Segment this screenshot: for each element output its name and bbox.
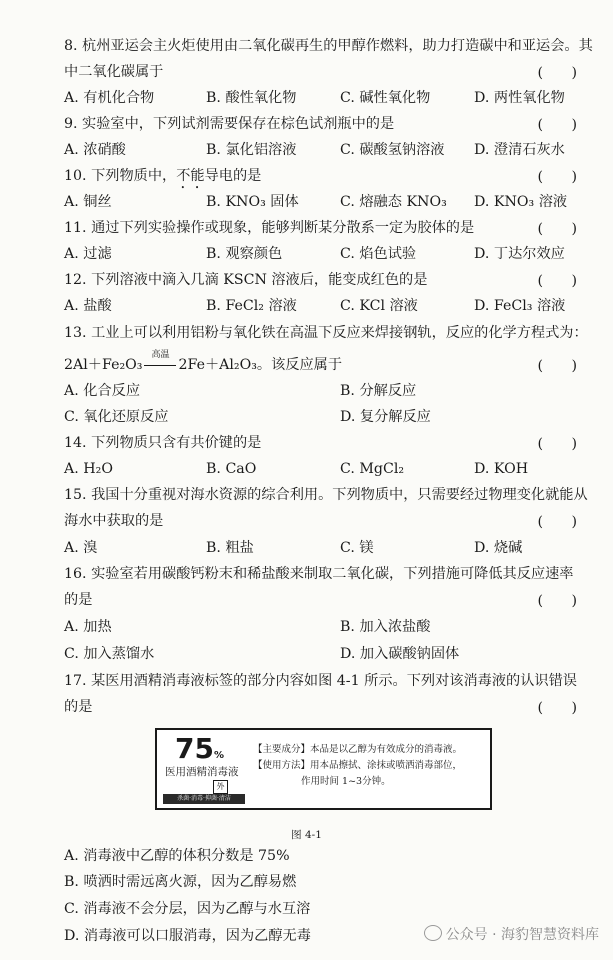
q14-options: [64, 459, 603, 479]
q13-stem: 13. 工业上可以利用铝粉与氧化铁在高温下反应来焊接钢轨，反应的化学方程式为：: [64, 325, 588, 341]
q15-option-d: D. 烧碱: [474, 540, 523, 556]
label-usage-duration: 作用时间 1~3分钟。: [301, 776, 391, 787]
q17-stem-cont: 的是: [64, 699, 93, 715]
label-percent: [175, 732, 224, 765]
q13-eq-reactants: 2Al＋Fe₂O₃: [64, 357, 143, 373]
watermark-text: 公众号 · 海豹智慧资料库: [445, 927, 599, 943]
q17-stem: 17. 某医用酒精消毒液标签的部分内容如图 4-1 所示。下列对该消毒液的认识错误: [64, 673, 577, 689]
q11-stem: 11. 通过下列实验操作或现象，能够判断某分散系一定为胶体的是: [64, 220, 475, 236]
q9-option-b: B. 氯化铝溶液: [206, 142, 297, 158]
q13-answer-blank: ( ): [537, 358, 577, 374]
q11-option-b: B. 观察颜色: [206, 246, 283, 262]
label-usage: 【使用方法】用本品擦拭、涂抹或喷洒消毒部位，: [253, 760, 463, 771]
q11-option-d: D. 丁达尔效应: [474, 246, 565, 262]
q16-option-a: A. 加热: [64, 619, 112, 635]
q14-answer-blank: ( ): [537, 436, 577, 452]
q15-stem-cont: 海水中获取的是: [64, 513, 164, 529]
q11-options: [64, 244, 603, 264]
q17-option-a: A. 消毒液中乙醇的体积分数是 75%: [64, 848, 290, 864]
q13-option-c: C. 氧化还原反应: [64, 409, 169, 425]
q12-option-b: B. FeCl₂ 溶液: [206, 298, 297, 314]
q12-stem: 12. 下列溶液中滴入几滴 KSCN 溶液后，能变成红色的是: [64, 272, 428, 288]
q14-option-a: A. H₂O: [64, 461, 113, 477]
label-external-use-seal: 外: [213, 780, 228, 794]
q16-option-c: C. 加入蒸馏水: [64, 646, 155, 662]
q13-options-row2: [64, 407, 603, 427]
label-product-name: 医用酒精消毒液: [165, 766, 239, 778]
q14-option-b: B. CaO: [206, 461, 257, 477]
label-strip: 杀菌·消毒·抑菌·清洁: [163, 794, 245, 804]
q10-stem-emphasis: 不能: [176, 168, 205, 184]
q13-option-b: B. 分解反应: [340, 383, 417, 399]
q14-stem: 14. 下列物质只含有共价键的是: [64, 435, 262, 451]
q9-stem: 9. 实验室中，下列试剂需要保存在棕色试剂瓶中的是: [64, 116, 395, 132]
q17-option-c: C. 消毒液不会分层，因为乙醇与水互溶: [64, 901, 311, 917]
q16-stem: 16. 实验室若用碳酸钙粉末和稀盐酸来制取二氧化碳，下列措施可降低其反应速率: [64, 566, 574, 582]
q8-answer-blank: ( ): [537, 65, 577, 81]
q10-options: [64, 192, 603, 212]
q16-stem-cont: 的是: [64, 592, 93, 608]
q9-option-c: C. 碳酸氢钠溶液: [340, 142, 445, 158]
q9-option-a: A. 浓硝酸: [64, 142, 126, 158]
q13-eq-arrow: [142, 350, 178, 375]
q16-option-b: B. 加入浓盐酸: [340, 619, 431, 635]
label-description: [253, 742, 488, 790]
q15-option-c: C. 镁: [340, 540, 374, 556]
q14-option-c: C. MgCl₂: [340, 461, 405, 477]
q13-option-a: A. 化合反应: [64, 383, 141, 399]
q8-option-c: C. 碱性氧化物: [340, 90, 431, 106]
q16-option-d: D. 加入碳酸钠固体: [340, 646, 460, 662]
q17-option-b: B. 喷洒时需远离火源，因为乙醇易燃: [64, 874, 297, 890]
q13-options-row1: [64, 381, 603, 401]
q16-options-row2: [64, 644, 603, 664]
q10-stem-part-c: 导电的是: [204, 168, 262, 184]
alcohol-label-figure: [155, 728, 492, 810]
wechat-icon: [424, 925, 442, 941]
q8-stem: 8. 杭州亚运会主火炬使用由二氧化碳再生的甲醇作燃料，助力打造碳中和亚运会。其: [64, 38, 593, 54]
q8-option-a: A. 有机化合物: [64, 90, 155, 106]
q10-option-b: B. KNO₃ 固体: [206, 194, 299, 210]
q10-answer-blank: ( ): [537, 169, 577, 185]
label-percent-unit: %: [213, 750, 224, 761]
q9-answer-blank: ( ): [537, 117, 577, 133]
q9-options: [64, 140, 603, 160]
q12-option-d: D. FeCl₃ 溶液: [474, 298, 566, 314]
q13-option-d: D. 复分解反应: [340, 409, 431, 425]
q16-options-row1: [64, 617, 603, 637]
q15-stem: 15. 我国十分重视对海水资源的综合利用。下列物质中，只需要经过物理变化就能从: [64, 487, 588, 503]
q13-equation: [64, 350, 585, 375]
q9-option-d: D. 澄清石灰水: [474, 142, 565, 158]
q10-option-c: C. 熔融态 KNO₃: [340, 194, 447, 210]
q16-answer-blank: ( ): [537, 593, 577, 609]
q15-option-b: B. 粗盐: [206, 540, 254, 556]
q14-option-d: D. KOH: [474, 461, 529, 477]
q10-option-a: A. 铜丝: [64, 194, 112, 210]
q8-option-b: B. 酸性氧化物: [206, 90, 297, 106]
q11-option-a: A. 过滤: [64, 246, 112, 262]
q8-stem-cont: 中二氧化碳属于: [64, 64, 164, 80]
q13-eq-products: 2Fe＋Al₂O₃。该反应属于: [178, 357, 343, 373]
q8-options: [64, 88, 603, 108]
q8-option-d: D. 两性氧化物: [474, 90, 565, 106]
q17-option-d: D. 消毒液可以口服消毒，因为乙醇无毒: [64, 928, 311, 944]
q17-answer-blank: ( ): [537, 700, 577, 716]
q10-stem-part-a: 10. 下列物质中，: [64, 168, 177, 184]
label-percent-value: 75: [175, 732, 214, 765]
q12-options: [64, 296, 603, 316]
q15-options: [64, 538, 603, 558]
figure-caption: 图 4-1: [291, 829, 322, 841]
q12-answer-blank: ( ): [537, 273, 577, 289]
label-ingredients: 【主要成分】本品是以乙醇为有效成分的消毒液。: [253, 744, 463, 755]
watermark: [424, 924, 599, 944]
q11-option-c: C. 焰色试验: [340, 246, 417, 262]
q15-answer-blank: ( ): [537, 514, 577, 530]
q11-answer-blank: ( ): [537, 221, 577, 237]
q12-option-c: C. KCl 溶液: [340, 298, 418, 314]
q10-option-d: D. KNO₃ 溶液: [474, 194, 568, 210]
q10-stem: [64, 166, 585, 192]
q15-option-a: A. 溴: [64, 540, 98, 556]
q13-eq-condition: 高温: [151, 350, 170, 360]
q12-option-a: A. 盐酸: [64, 298, 112, 314]
